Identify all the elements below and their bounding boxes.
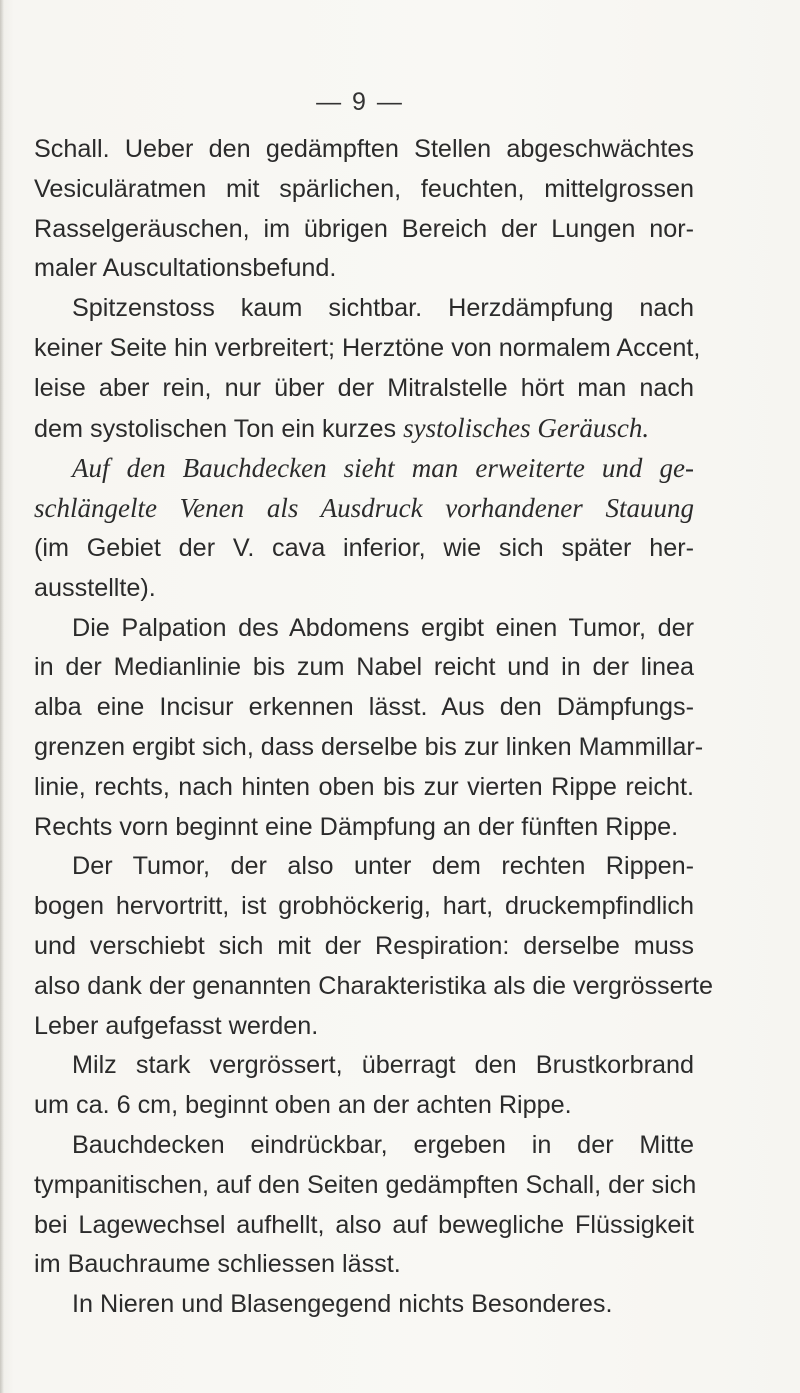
paragraph-3 xyxy=(34,449,694,608)
text-line: bei Lagewechsel aufhellt, also auf bewegliche Flüssigkeit xyxy=(34,1210,694,1239)
text-line: Vesiculäratmen mit spärlichen, feuchten, mittelgrossen xyxy=(34,174,694,203)
text-line: im Bauchraume schliessen lässt. xyxy=(34,1250,401,1279)
page-number: — 9 — xyxy=(316,88,404,116)
text-line-italic: Auf den Bauchdecken sieht man erweiterte und ge- xyxy=(72,453,694,484)
text-line: grenzen ergibt sich, dass derselbe bis zur linken Mammillar- xyxy=(34,732,704,761)
text-line: Rasselgeräuschen, im übrigen Bereich der Lungen nor- xyxy=(34,214,694,243)
text-line: leise aber rein, nur über der Mitralstelle hört man nach xyxy=(34,373,694,402)
text-line: in der Medianlinie bis zum Nabel reicht und in der linea xyxy=(34,653,694,682)
text-line: Rechts vorn beginnt eine Dämpfung an der fünften Rippe. xyxy=(34,812,679,841)
paragraph-8 xyxy=(34,1285,694,1325)
text-line-italic: schlängelte Venen als Ausdruck vorhandener Stauung xyxy=(34,493,694,524)
text-line: linie, rechts, nach hinten oben bis zur vierten Rippe reicht. xyxy=(34,772,694,801)
text-line: Die Palpation des Abdomens ergibt einen Tumor, der xyxy=(72,613,694,642)
text-plain: dem systolischen Ton ein kurzes xyxy=(34,414,404,443)
text-line: Milz stark vergrössert, überragt den Brustkorbrand xyxy=(72,1051,694,1080)
body-text xyxy=(34,130,714,1325)
text-line: In Nieren und Blasengegend nichts Besonderes. xyxy=(72,1290,613,1319)
paragraph-5 xyxy=(34,847,714,1046)
text-line: keiner Seite hin verbreitert; Herztöne von normalem Accent, xyxy=(34,333,701,362)
text-line: bogen hervortritt, ist grobhöckerig, hart, druckempfindlich xyxy=(34,892,694,921)
paragraph-7 xyxy=(34,1126,697,1285)
text-line: Der Tumor, der also unter dem rechten Rippen- xyxy=(72,852,694,881)
text-line: tympanitischen, auf den Seiten gedämpften Schall, der sich xyxy=(34,1170,697,1199)
paragraph-4 xyxy=(34,609,704,848)
paragraph-6 xyxy=(34,1046,694,1126)
text-line: (im Gebiet der V. cava inferior, wie sich später her- xyxy=(34,533,694,562)
text-line: ausstellte). xyxy=(34,573,156,602)
text-line: um ca. 6 cm, beginnt oben an der achten Rippe. xyxy=(34,1091,572,1120)
text-line: alba eine Incisur erkennen lässt. Aus den Dämpfungs- xyxy=(34,693,694,722)
paragraph-1 xyxy=(34,130,694,289)
text-line: Spitzenstoss kaum sichtbar. Herzdämpfung nach xyxy=(72,294,694,323)
text-line: und verschiebt sich mit der Respiration: derselbe muss xyxy=(34,931,694,960)
text-line: Bauchdecken eindrückbar, ergeben in der Mitte xyxy=(72,1130,694,1159)
text-line: maler Auscultationsbefund. xyxy=(34,254,337,283)
text-italic: systolisches Geräusch. xyxy=(403,412,650,443)
page-edge-shadow xyxy=(0,0,4,1393)
text-line: also dank der genannten Charakteristika als die vergrösserte xyxy=(34,971,714,1000)
text-line: Leber aufgefasst werden. xyxy=(34,1011,319,1040)
text-line: Schall. Ueber den gedämpften Stellen abgeschwächtes xyxy=(34,135,694,163)
text-line-mixed xyxy=(34,409,694,450)
paragraph-2 xyxy=(34,289,701,449)
